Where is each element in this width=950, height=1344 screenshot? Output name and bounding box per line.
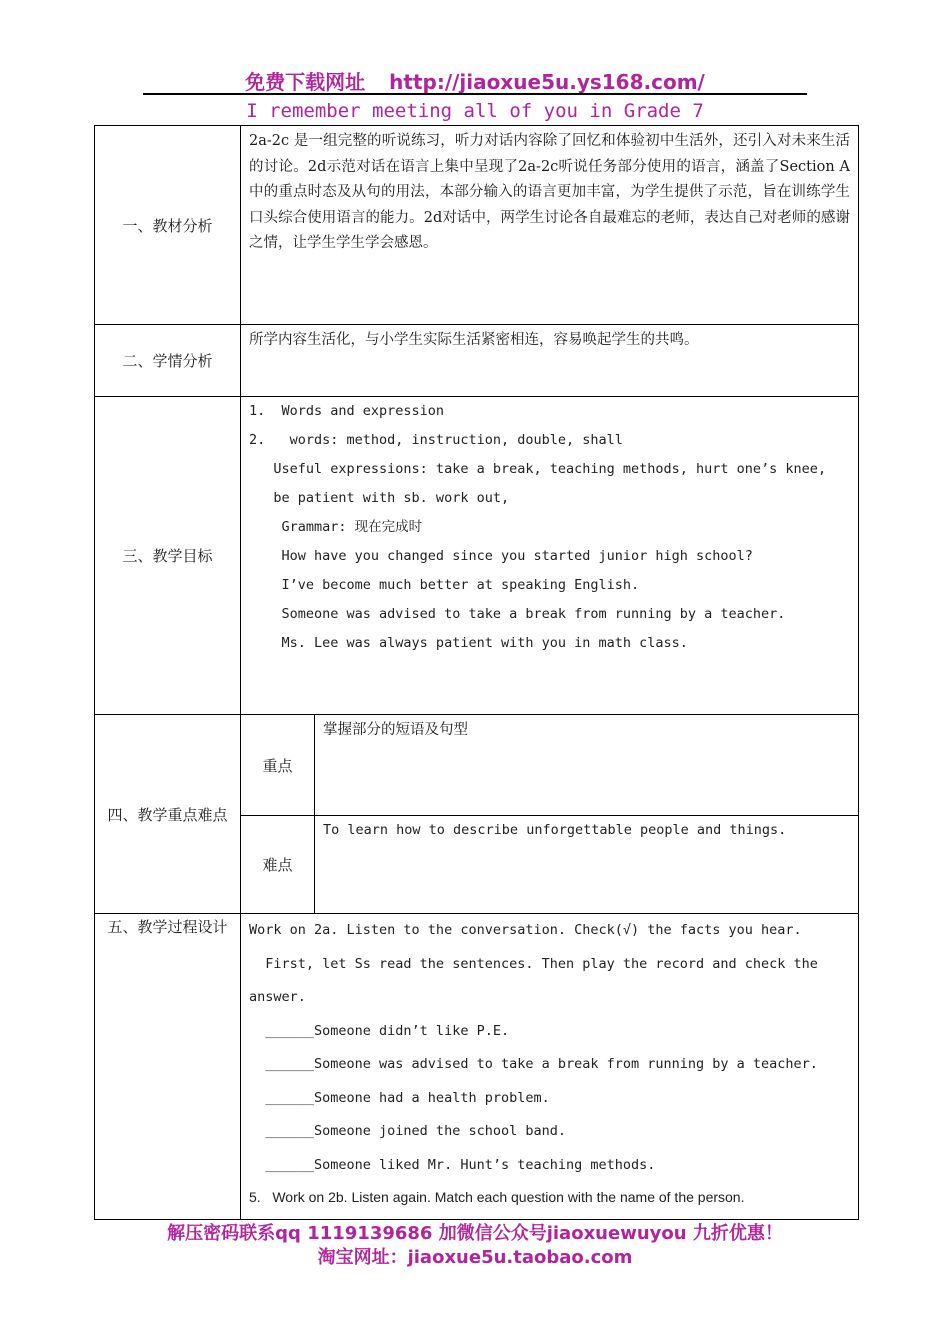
document-title: I remember meeting all of you in Grade 7 <box>246 100 704 122</box>
difficult-point-label: 难点 <box>241 816 315 914</box>
list-item: First, let Ss read the sentences. Then play the record and check the <box>249 955 818 972</box>
list-item: Ms. Lee was always patient with you in math class. <box>249 635 688 651</box>
section-label: 二、学情分析 <box>95 325 241 397</box>
header-url-link[interactable]: http://jiaoxue5u.ys168.com/ <box>389 70 705 94</box>
key-point-label: 重点 <box>241 715 315 816</box>
section-label: 五、教学过程设计 <box>95 914 241 1220</box>
list-item: ______Someone had a health problem. <box>249 1089 550 1106</box>
list-item: 2. words: method, instruction, double, shall <box>249 432 623 448</box>
list-item: Useful expressions: take a break, teaching methods, hurt one’s knee, <box>249 461 827 477</box>
section-content <box>241 914 859 1220</box>
list-item: be patient with sb. work out, <box>249 490 510 506</box>
key-point-content <box>315 715 859 816</box>
table-row-objectives <box>95 397 859 715</box>
list-item: ______Someone joined the school band. <box>249 1123 566 1139</box>
list-item: ______Someone was advised to take a break from running by a teacher. <box>249 1056 818 1072</box>
section-label: 一、教材分析 <box>95 126 241 325</box>
list-item: 5. Work on 2b. Listen again. Match each question with the name of the person. <box>249 1189 745 1205</box>
list-item: Someone was advised to take a break from running by a teacher. <box>249 606 786 622</box>
table-row-students <box>95 325 859 397</box>
header-label: 免费下载网址 <box>245 70 366 94</box>
list-item: answer. <box>249 989 306 1005</box>
list-item: Grammar: 现在完成时 <box>249 519 423 535</box>
header-banner <box>0 66 950 95</box>
list-item: How have you changed since you started junior high school? <box>249 548 753 564</box>
list-item: 1. Words and expression <box>249 403 445 419</box>
section-content <box>241 126 859 325</box>
section-content <box>241 397 859 715</box>
difficult-point-content <box>315 816 859 914</box>
material-analysis-text: 2a-2c 是一组完整的听说练习，听力对话内容除了回忆和体验初中生活外，还引入对未来生活的讨论。2d示范对话在语言上集中呈现了2a-2c听说任务部分使用的语言，涵盖了Section A中的重点时态及从句的用法，本部分输入的语言更加丰富，为学生提供了示范，旨在训练学生口头综合使用语言的能力。2d对话中，两学生讨论各自最难忘的老师，表达自己对老师的感谢之情，让学生学生学会感恩。 <box>249 133 850 251</box>
section-label: 三、教学目标 <box>95 397 241 715</box>
footer-contact: 解压密码联系qq 1119139686 加微信公众号jiaoxuewuyou 九折优惠！ <box>167 1223 783 1244</box>
key-point-text: 掌握部分的短语及句型 <box>323 722 468 738</box>
objectives-list <box>241 397 858 658</box>
section-content <box>241 325 859 397</box>
student-analysis-text: 所学内容生活化，与小学生实际生活紧密相连，容易唤起学生的共鸣。 <box>249 332 699 348</box>
section-label: 四、教学重点难点 <box>95 715 241 914</box>
table-row-process <box>95 914 859 1220</box>
difficult-point-text: To learn how to describe unforgettable people and things. <box>323 822 787 838</box>
footer-shop-link[interactable]: 淘宝网址：jiaoxue5u.taobao.com <box>317 1247 633 1268</box>
list-item: Work on 2a. Listen to the conversation. Check(√) the facts you hear. <box>249 922 802 938</box>
list-item: ______Someone didn’t like P.E. <box>249 1022 510 1039</box>
table-row-key-points <box>95 715 859 816</box>
process-steps <box>241 914 858 1212</box>
header-divider <box>143 93 807 95</box>
table-row-analysis <box>95 126 859 325</box>
list-item: I’ve become much better at speaking English. <box>249 577 640 593</box>
list-item: ______Someone liked Mr. Hunt’s teaching methods. <box>249 1156 656 1173</box>
lesson-plan-table <box>94 125 859 1220</box>
